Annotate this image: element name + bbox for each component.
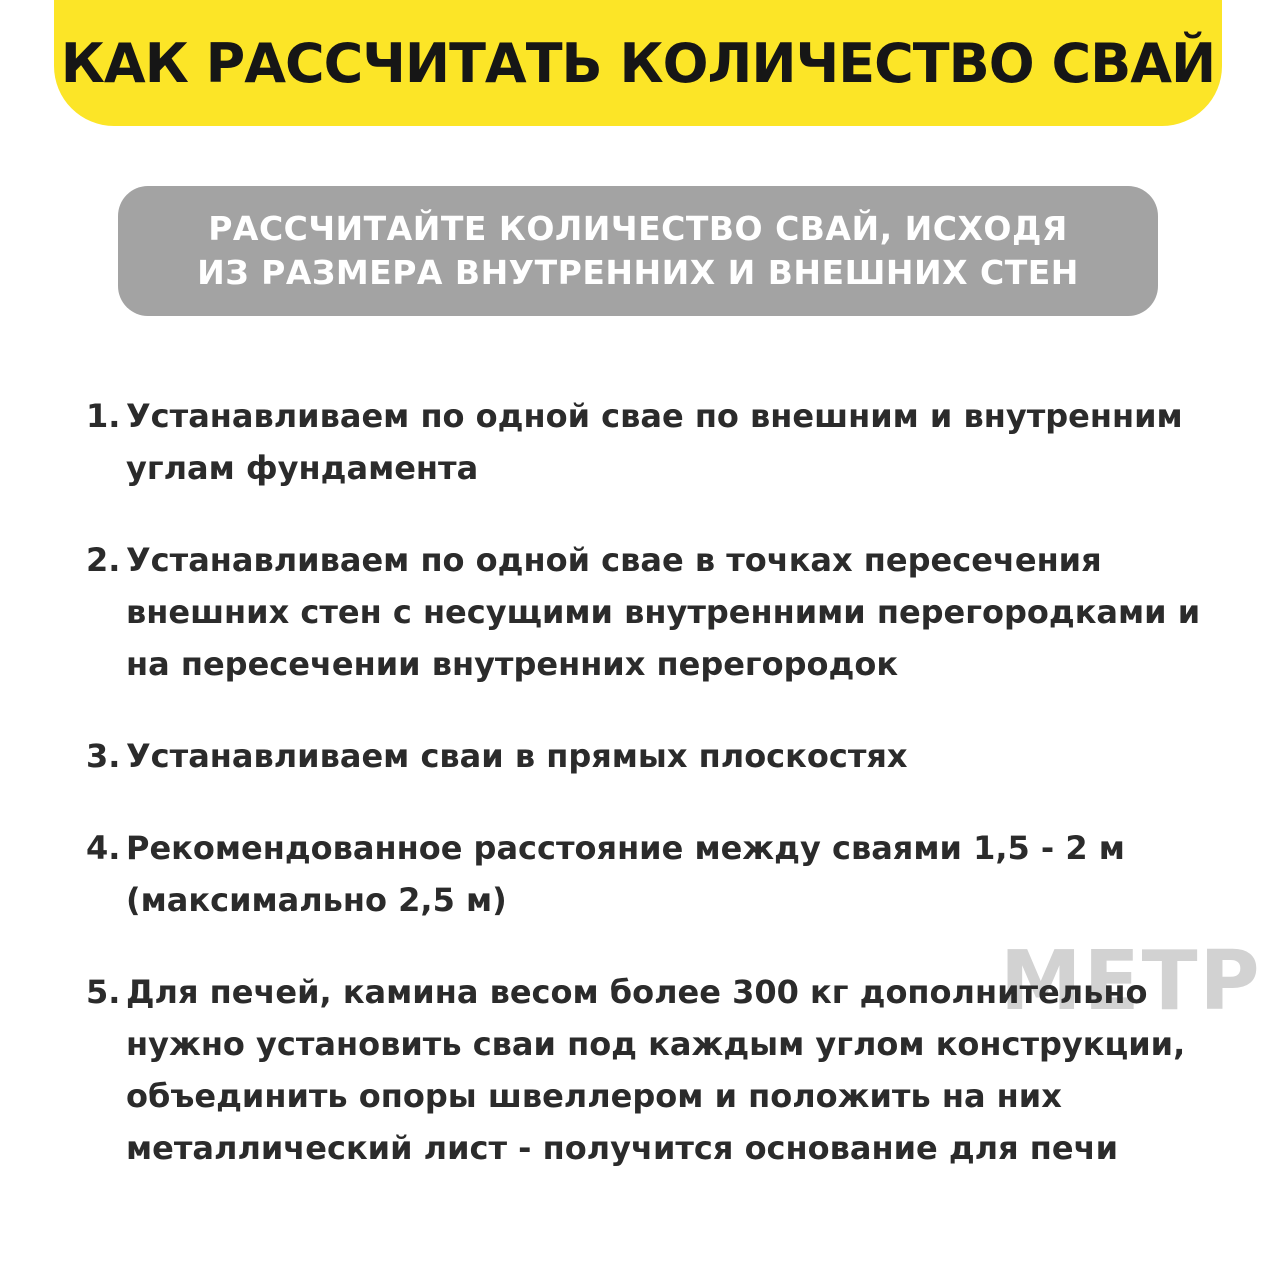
step-text-line: Устанавливаем сваи в прямых плоскостях	[126, 737, 908, 775]
step-item-3	[86, 730, 1206, 782]
page-title: КАК РАССЧИТАТЬ КОЛИЧЕСТВО СВАЙ	[60, 31, 1216, 95]
subtitle-line-1: РАССЧИТАЙТЕ КОЛИЧЕСТВО СВАЙ, ИСХОДЯ	[208, 209, 1068, 248]
steps-list	[86, 390, 1206, 1174]
step-item-2	[86, 534, 1206, 690]
step-text-line: Устанавливаем по одной свае по внешним и внутренним	[126, 397, 1183, 435]
step-number: 4.	[86, 829, 121, 867]
step-number: 3.	[86, 737, 121, 775]
step-text-line: Рекомендованное расстояние между сваями 1,5 - 2 м	[126, 829, 1125, 867]
step-item-1	[86, 390, 1206, 494]
step-text-line: углам фундамента	[126, 449, 479, 487]
step-item-4	[86, 822, 1206, 926]
step-text-line: металлический лист - получится основание для печи	[126, 1129, 1118, 1167]
step-item-5	[86, 966, 1206, 1174]
step-number: 2.	[86, 541, 121, 579]
step-number: 1.	[86, 397, 121, 435]
subtitle-line-2: ИЗ РАЗМЕРА ВНУТРЕННИХ И ВНЕШНИХ СТЕН	[197, 253, 1079, 292]
subtitle-box	[118, 186, 1158, 316]
step-text-line: Для печей, камина весом более 300 кг дополнительно	[126, 973, 1148, 1011]
step-text-line: нужно установить сваи под каждым углом конструкции,	[126, 1025, 1186, 1063]
step-text-line: (максимально 2,5 м)	[126, 881, 507, 919]
step-text-line: на пересечении внутренних перегородок	[126, 645, 899, 683]
step-text-line: внешних стен с несущими внутренними перегородками и	[126, 593, 1201, 631]
step-text-line: Устанавливаем по одной свае в точках пересечения	[126, 541, 1102, 579]
watermark-logo: МЕТР	[1000, 934, 1262, 1029]
step-number: 5.	[86, 973, 121, 1011]
step-text-line: объединить опоры швеллером и положить на них	[126, 1077, 1062, 1115]
title-banner	[54, 0, 1222, 126]
